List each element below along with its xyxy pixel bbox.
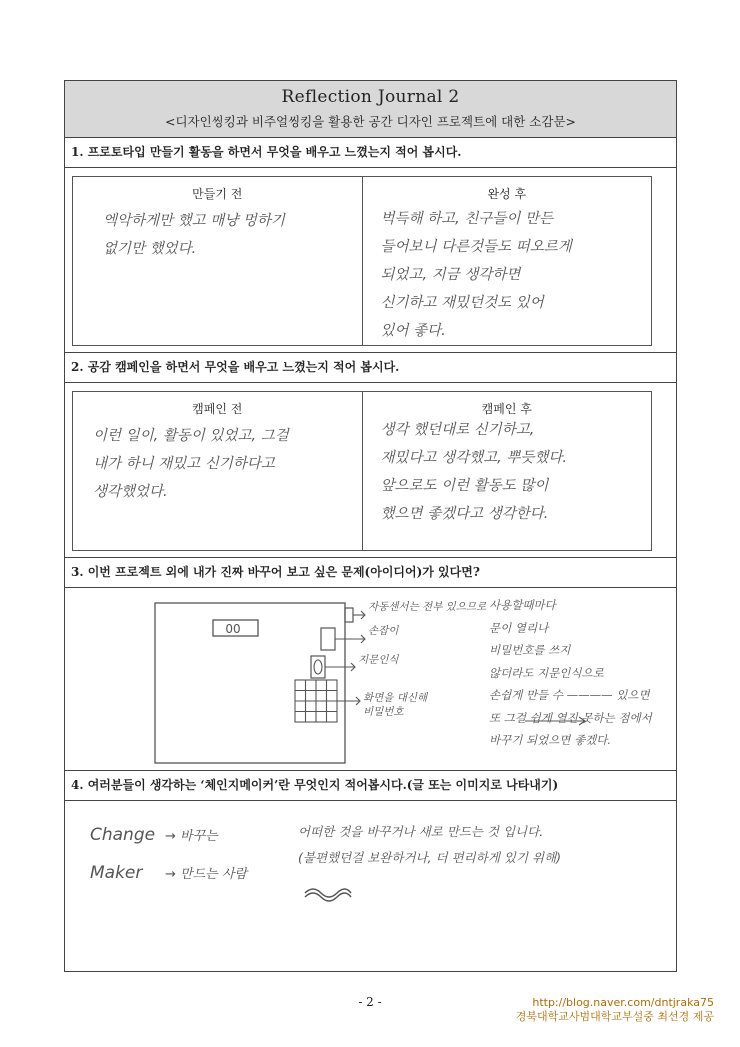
q2-section (65, 383, 676, 558)
change-word: Change (90, 825, 156, 845)
q1-after-cell (362, 177, 652, 345)
q1-before-answer: 엑악하게만 했고 매냥 멍하기 없기만 했었다. (103, 213, 285, 257)
journal-sheet (64, 80, 677, 972)
fingerprint-icon (314, 660, 322, 674)
maker-word: Maker (90, 863, 143, 883)
q1-before-cell (73, 177, 362, 345)
q1-before-label: 만들기 전 (192, 187, 243, 201)
scribble-mark (303, 883, 353, 903)
q1-section (65, 168, 676, 353)
keypad-label: 화면을 대신해 비밀번호 (363, 692, 428, 718)
blog-url: http://blog.naver.com/dntjraka75 (532, 996, 714, 1009)
q2-before-answer: 이런 일이, 활동이 있었고, 그걸 내가 하니 재밌고 신기하다고 생각했었다. (93, 428, 289, 500)
q1-table (72, 176, 652, 346)
q2-after-answer: 생각 했던대로 신기하고, 재밌다고 생각했고, 뿌듯했다. 앞으로도 이런 활동도 많이 했으면 좋겠다고 생각한다. (380, 422, 568, 522)
sensor-mark (345, 608, 353, 622)
display-text: 00 (225, 622, 241, 636)
q1-after-answer: 벅득해 하고, 친구들이 만든 들어보니 다른것들도 떠오르게 되었고, 지금 생각하면 신기하고 재밌던것도 있어 있어 좋다. (380, 211, 572, 339)
q4-section (65, 801, 676, 971)
question-3: 3. 이번 프로젝트 외에 내가 진짜 바꾸어 보고 싶은 문제(아이디어)가 있다면? (65, 558, 676, 588)
handle-label: 손잡이 (368, 625, 399, 637)
changemaker-answer: 어떠한 것을 바꾸거나 새로 만드는 것 입니다. (불편했던걸 보완하거나, 더 편리하게 있기 위해) (298, 824, 562, 865)
handle-mark (321, 628, 335, 650)
question-1: 1. 프로토타입 만들기 활동을 하면서 무엇을 배우고 느꼈는지 적어 봅시다. (65, 138, 676, 168)
question-2: 2. 공감 캠페인을 하면서 무엇을 배우고 느꼈는지 적어 봅시다. (65, 353, 676, 383)
credit-text: 경북대학교사범대학교부설중 최선경 제공 (515, 1010, 714, 1023)
page-subtitle: <디자인씽킹과 비주얼씽킹을 활용한 공간 디자인 프로젝트에 대한 소감문> (164, 114, 576, 129)
q2-after-label: 캠페인 후 (481, 402, 532, 416)
q3-section (65, 588, 676, 771)
keypad-grid (295, 680, 337, 722)
title-box (65, 81, 676, 138)
q2-table (72, 391, 652, 551)
credit-box (516, 996, 714, 1024)
page-number: - 2 - (358, 995, 382, 1009)
change-meaning: → 바꾸는 (165, 829, 218, 844)
fingerprint-label: 지문인식 (358, 654, 399, 666)
q2-before-label: 캠페인 전 (192, 402, 243, 416)
page-title: Reflection Journal 2 (281, 87, 460, 107)
q2-before-cell (73, 392, 362, 550)
fingerprint-reader (311, 656, 325, 678)
q1-after-label: 완성 후 (487, 187, 527, 201)
question-4: 4. 여러분들이 생각하는 ‘체인지메이커’란 무엇인지 적어봅시다.(글 또는 이미지로 나타내기) (65, 771, 676, 801)
sensor-label: 자동센서는 전부 있으므로 (368, 601, 487, 613)
q2-after-cell (362, 392, 652, 550)
idea-note: 사용할때마다 문이 열리나 비밀번호를 쓰지 않더라도 지문인식으로 손쉽게 만들 수 ———— 있으면 또 그걸 쉽게 열진 못하는 점에서 바꾸기 되었으면 좋겠다. (489, 598, 652, 747)
maker-meaning: → 만드는 사람 (165, 867, 247, 882)
